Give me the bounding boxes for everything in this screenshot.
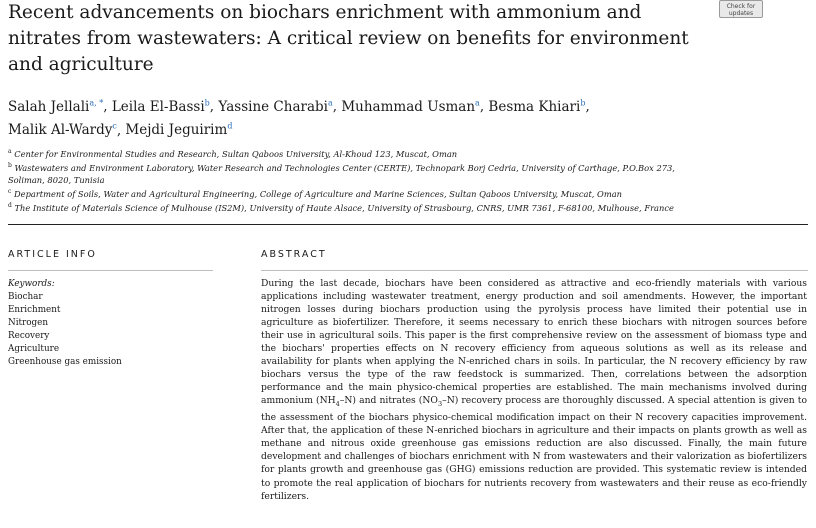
- keyword[interactable]: Enrichment: [8, 305, 61, 315]
- author[interactable]: Leila El-Bassi$^b$: [111, 98, 210, 115]
- author[interactable]: Malik Al-Wardy$^c$: [8, 121, 117, 138]
- abstract-rule: [261, 270, 808, 271]
- affiliation: $^d$ The Institute of Materials Science of Mulhouse (IS2M), University of Haute Alsace, University of Strasbourg, CNRS, UMR 7361, F-68100, Mulhouse, France: [8, 202, 674, 214]
- article-info-heading: ARTICLE INFO: [8, 249, 97, 260]
- article-title: Recent advancements on biochars enrichment with ammonium and nitrates from wastewaters: A critical review on benefits for environment and agriculture: [8, 2, 689, 75]
- affiliation: $^c$ Department of Soils, Water and Agricultural Engineering, College of Agriculture and Marine Sciences, Sultan Qaboos University, Muscat, Oman: [8, 188, 623, 200]
- check-for-updates-badge[interactable]: [719, 0, 763, 18]
- check-badge-line2: updates: [728, 10, 754, 17]
- article-info-rule: [8, 270, 213, 271]
- keyword[interactable]: Agriculture: [8, 344, 60, 354]
- author[interactable]: Muhammad Usman$^a$: [341, 98, 480, 115]
- author-list: Salah Jellali$^{a, *}$, Leila El-Bassi$^b$, Yassine Charabi$^a$, Muhammad Usman$^a$, Besma Khiari$^b$, Malik Al-Wardy$^c$, Mejdi Jeguirim$^d$: [8, 98, 590, 138]
- keywords-label: Keywords:: [8, 279, 55, 289]
- keyword[interactable]: Biochar: [8, 292, 43, 302]
- author[interactable]: Salah Jellali$^{a, *}$: [8, 98, 104, 115]
- author[interactable]: Yassine Charabi$^a$: [218, 98, 333, 115]
- keyword[interactable]: Greenhouse gas emission: [8, 357, 122, 367]
- abstract-text: During the last decade, biochars have been considered as attractive and eco-friendly materials with various applications including wastewater treatment, energy production and soil amendments. However, the important nitrogen losses during biochars production using the pyrolysis process have limited their potential use in agriculture as biofertilizer. Therefore, it seems necessary to enrich these biochars with nitrogen sources before their use in agricultural soils. This paper is the first comprehensive review on the assessment of biomass type and the biochars' properties effects on N recovery efficiency from aqueous solutions as well as its release and availability for plants when applying the N-enriched chars in soils. In particular, the N recovery efficiency by raw biochars versus the type of the raw feedstock is summarized. Then, correlations between the adsorption performance and the main physico-chemical properties are established. The main mechanisms involved during ammonium $(NH_4-N)$ and nitrates $(NO_3-N)$ recovery process are thoroughly discussed. A special attention is given to the assessment of the biochars physico-chemical modification impact on their N recovery capacities improvement. After that, the application of these N-enriched biochars in agriculture and their impacts on plants growth as well as methane and nitrous oxide greenhouse gas emissions reduction are also discussed. Finally, the main future development and challenges of biochars enrichment with N from wastewaters and their valorization as biofertilizers for plants growth and greenhouse gas (GHG) emissions reduction are provided. This systematic review is intended to promote the real application of biochars for nutrients recovery from wastewaters and their reuse as eco-friendly fertilizers.: [261, 278, 807, 502]
- affiliation: $^a$ Center for Environmental Studies and Research, Sultan Qaboos University, Al-Khoud 123, Muscat, Oman: [8, 148, 458, 159]
- abstract-heading: ABSTRACT: [261, 249, 327, 260]
- author[interactable]: Besma Khiari$^b$: [488, 98, 586, 115]
- author[interactable]: Mejdi Jeguirim$^d$: [125, 121, 233, 138]
- affiliations: [8, 146, 708, 215]
- keywords-list: [8, 278, 208, 369]
- affiliation: $^b$ Wastewaters and Environment Laboratory, Water Research and Technologies Center (CERTE), Technopark Borj Cedria, University of Carthage, P.O.Box 273, Soliman, 8020, Tunisia: [8, 162, 675, 186]
- check-badge-line1: Check for: [726, 3, 756, 10]
- section-divider: [8, 224, 808, 225]
- keyword[interactable]: Nitrogen: [8, 318, 49, 328]
- keyword[interactable]: Recovery: [8, 331, 50, 341]
